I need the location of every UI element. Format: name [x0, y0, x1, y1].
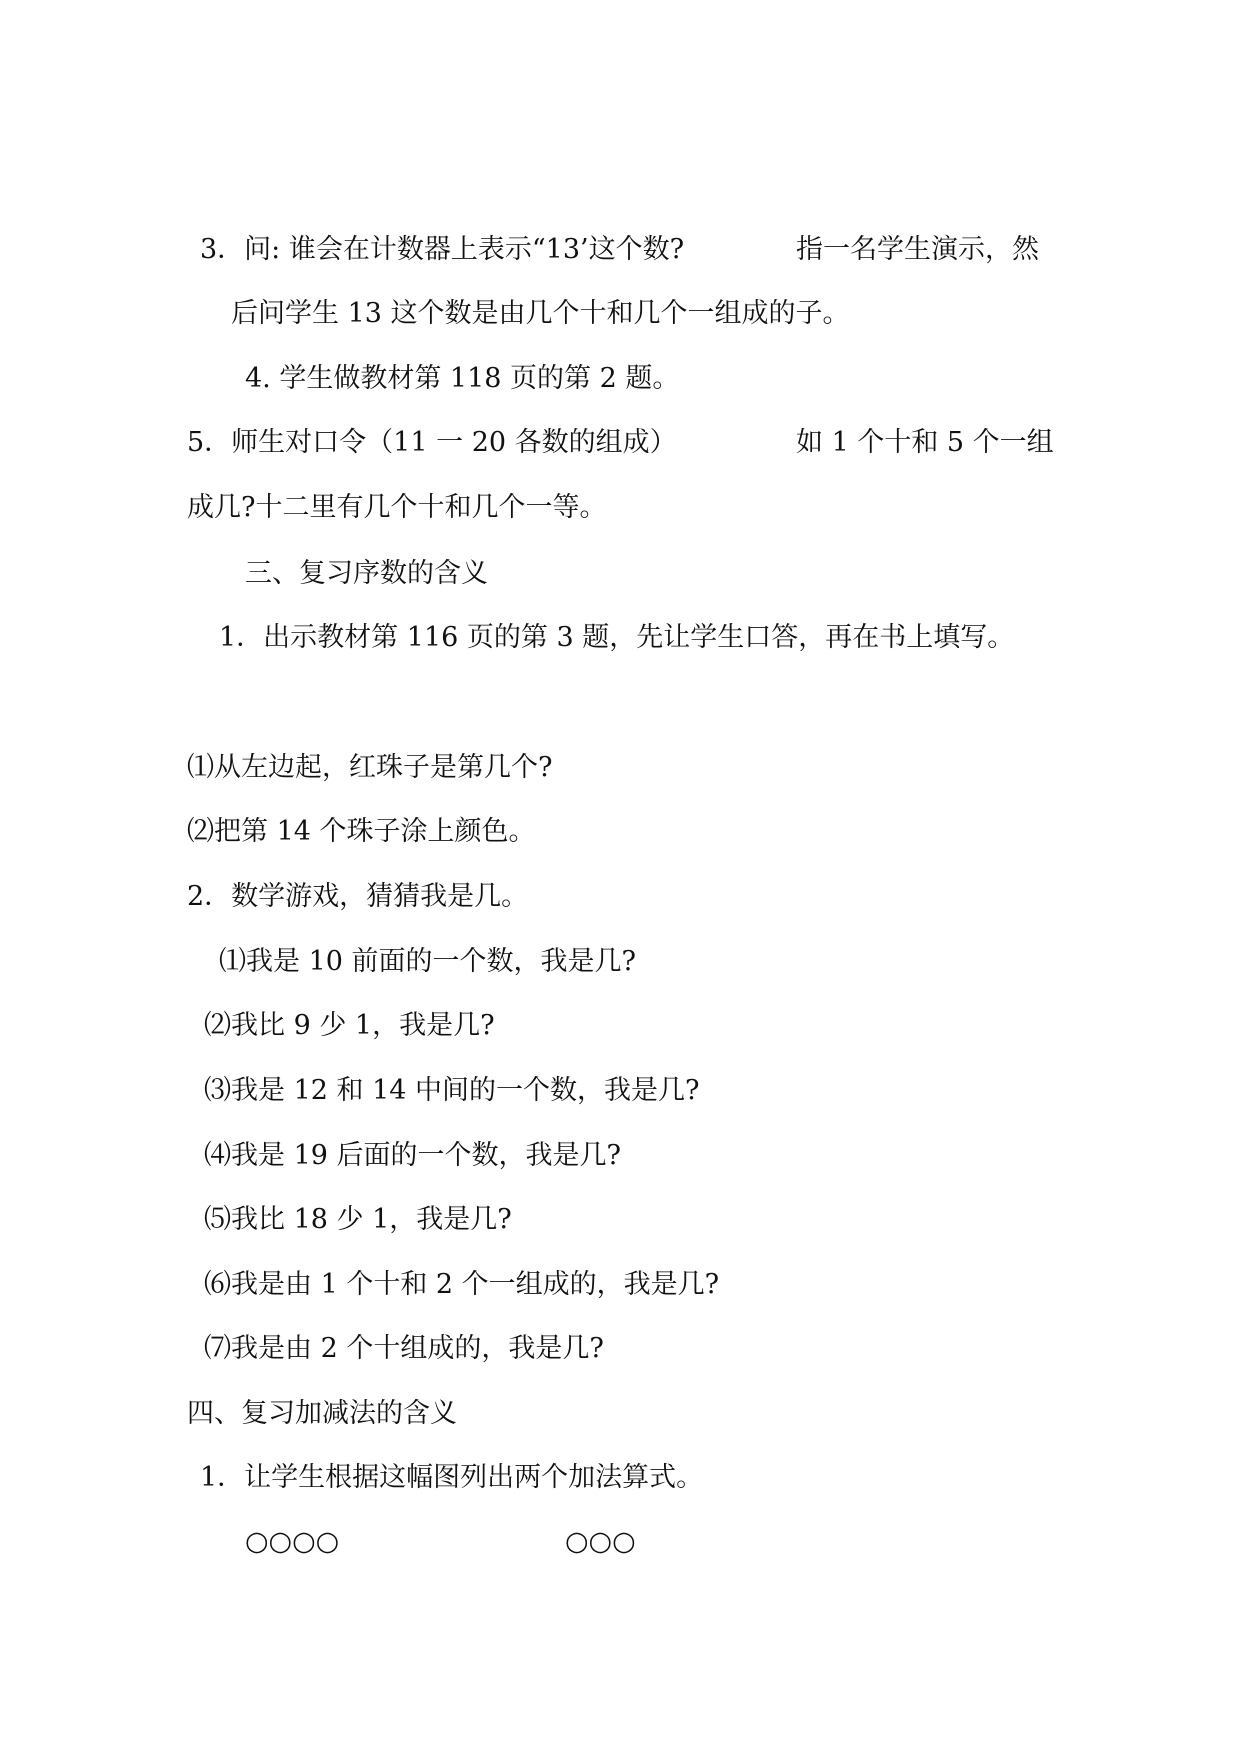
text-segment: ⑸我比 18 少 1，我是几?: [204, 1204, 512, 1235]
text-line-17: [204, 1331, 604, 1367]
text-segment: 4. 学生做教材第 118 页的第 2 题。: [245, 363, 680, 394]
text-segment: 5．师生对口令（11 一 20 各数的组成）: [187, 427, 677, 458]
text-segment: 2．数学游戏，猜猜我是几。: [187, 881, 529, 912]
text-segment: 1．让学生根据这幅图列出两个加法算式。: [200, 1462, 704, 1493]
text-segment: 三、复习序数的含义: [245, 558, 488, 589]
text-segment: ⑷我是 19 后面的一个数，我是几?: [204, 1140, 621, 1171]
text-line-13: [204, 1073, 700, 1109]
text-segment: 指一名学生演示，然: [796, 234, 1039, 265]
text-segment: 后问学生 13 这个数是由几个十和几个一组成的子。: [231, 298, 850, 329]
text-line-1: [200, 232, 1039, 268]
text-segment: 3．问: 谁会在计数器上表示“13’这个数?: [200, 234, 685, 265]
text-line-8: [187, 750, 552, 786]
text-segment: ⑴我是 10 前面的一个数，我是几?: [219, 946, 636, 977]
text-line-10: [187, 879, 528, 915]
circle-group: ○○○○: [245, 1526, 340, 1557]
circle-figure-line: [245, 1524, 636, 1560]
text-segment: 1．出示教材第 116 页的第 3 题，先让学生口答，再在书上填写。: [219, 622, 1015, 653]
text-segment: ⑺我是由 2 个十组成的，我是几?: [204, 1333, 604, 1364]
text-line-9: [187, 814, 536, 850]
text-line-7: [219, 620, 1014, 656]
text-line-4: [187, 425, 1054, 461]
text-segment: ⑶我是 12 和 14 中间的一个数，我是几?: [204, 1075, 700, 1106]
text-line-3: [245, 361, 679, 397]
text-line-16: [204, 1267, 719, 1303]
section-heading: [245, 556, 488, 592]
text-line-2: [231, 296, 850, 332]
text-line-11: [219, 944, 636, 980]
text-segment: ⑵把第 14 个珠子涂上颜色。: [187, 816, 536, 847]
text-segment: ⑴从左边起，红珠子是第几个?: [187, 752, 553, 783]
text-line-19: [200, 1460, 703, 1496]
text-line-12: [204, 1008, 495, 1044]
section-heading: [187, 1396, 457, 1432]
text-line-14: [204, 1138, 621, 1174]
text-line-15: [204, 1202, 512, 1238]
circle-group: ○○○: [565, 1526, 636, 1557]
text-line-5: [187, 490, 606, 526]
text-segment: ⑵我比 9 少 1，我是几?: [204, 1010, 495, 1041]
text-segment: 成几?十二里有几个十和几个一等。: [187, 492, 607, 523]
text-segment: 四、复习加减法的含义: [187, 1398, 457, 1429]
text-segment: 如 1 个十和 5 个一组: [796, 427, 1054, 458]
text-segment: ⑹我是由 1 个十和 2 个一组成的，我是几?: [204, 1269, 720, 1300]
